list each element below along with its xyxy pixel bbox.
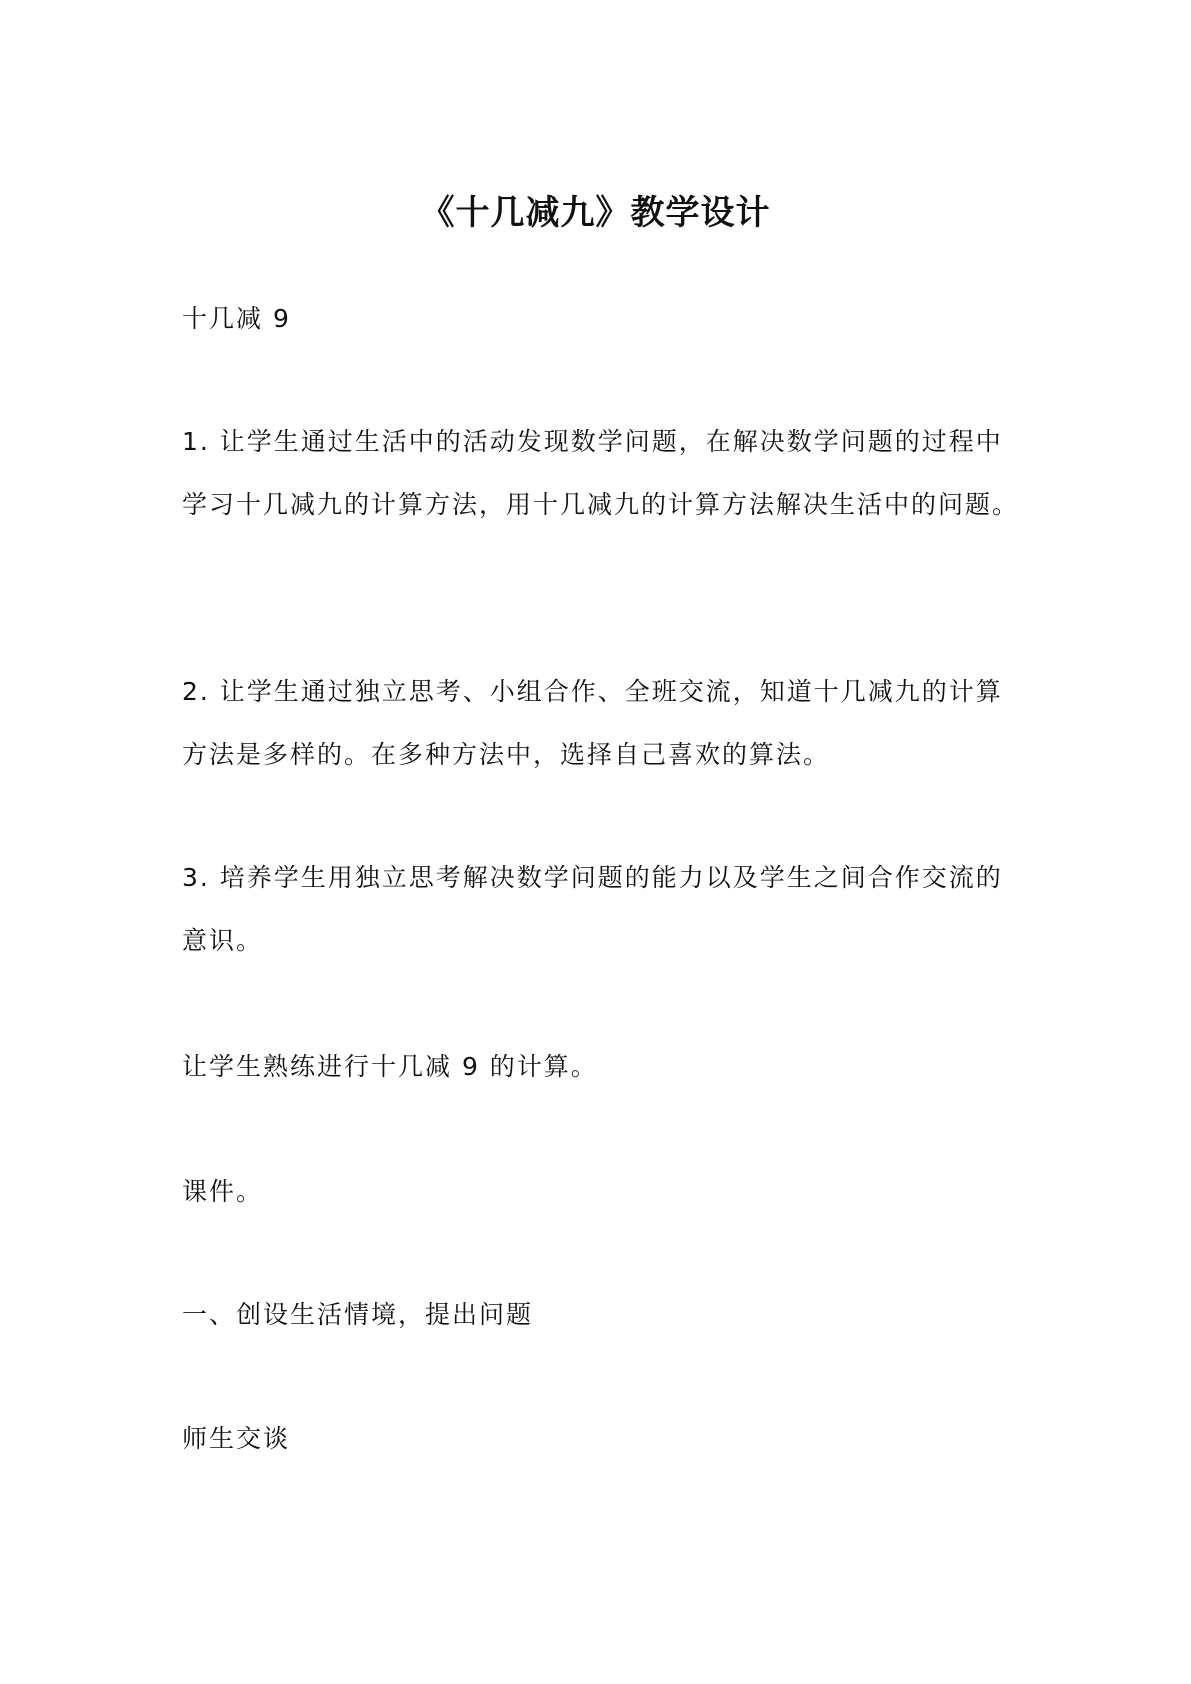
teaching-goal-2: 2. 让学生通过独立思考、小组合作、全班交流，知道十几减九的计算方法是多样的。在多种方法中，选择自己喜欢的算法。 xyxy=(182,677,1003,769)
section-heading-step-1: 一、创设生活情境，提出问题 xyxy=(182,1300,534,1329)
document-title: 《十几减九》教学设计 xyxy=(420,192,771,233)
teaching-preparation: 课件。 xyxy=(182,1177,264,1206)
key-point: 让学生熟练进行十几减 9 的计算。 xyxy=(182,1052,598,1081)
teacher-student-talk: 师生交谈 xyxy=(182,1424,291,1453)
teaching-goal-1: 1. 让学生通过生活中的活动发现数学问题，在解决数学问题的过程中学习十几减九的计算方法，用十几减九的计算方法解决生活中的问题。 xyxy=(182,427,1020,519)
teaching-goal-3: 3. 培养学生用独立思考解决数学问题的能力以及学生之间合作交流的意识。 xyxy=(182,863,1003,955)
lesson-topic: 十几减 9 xyxy=(182,304,291,333)
